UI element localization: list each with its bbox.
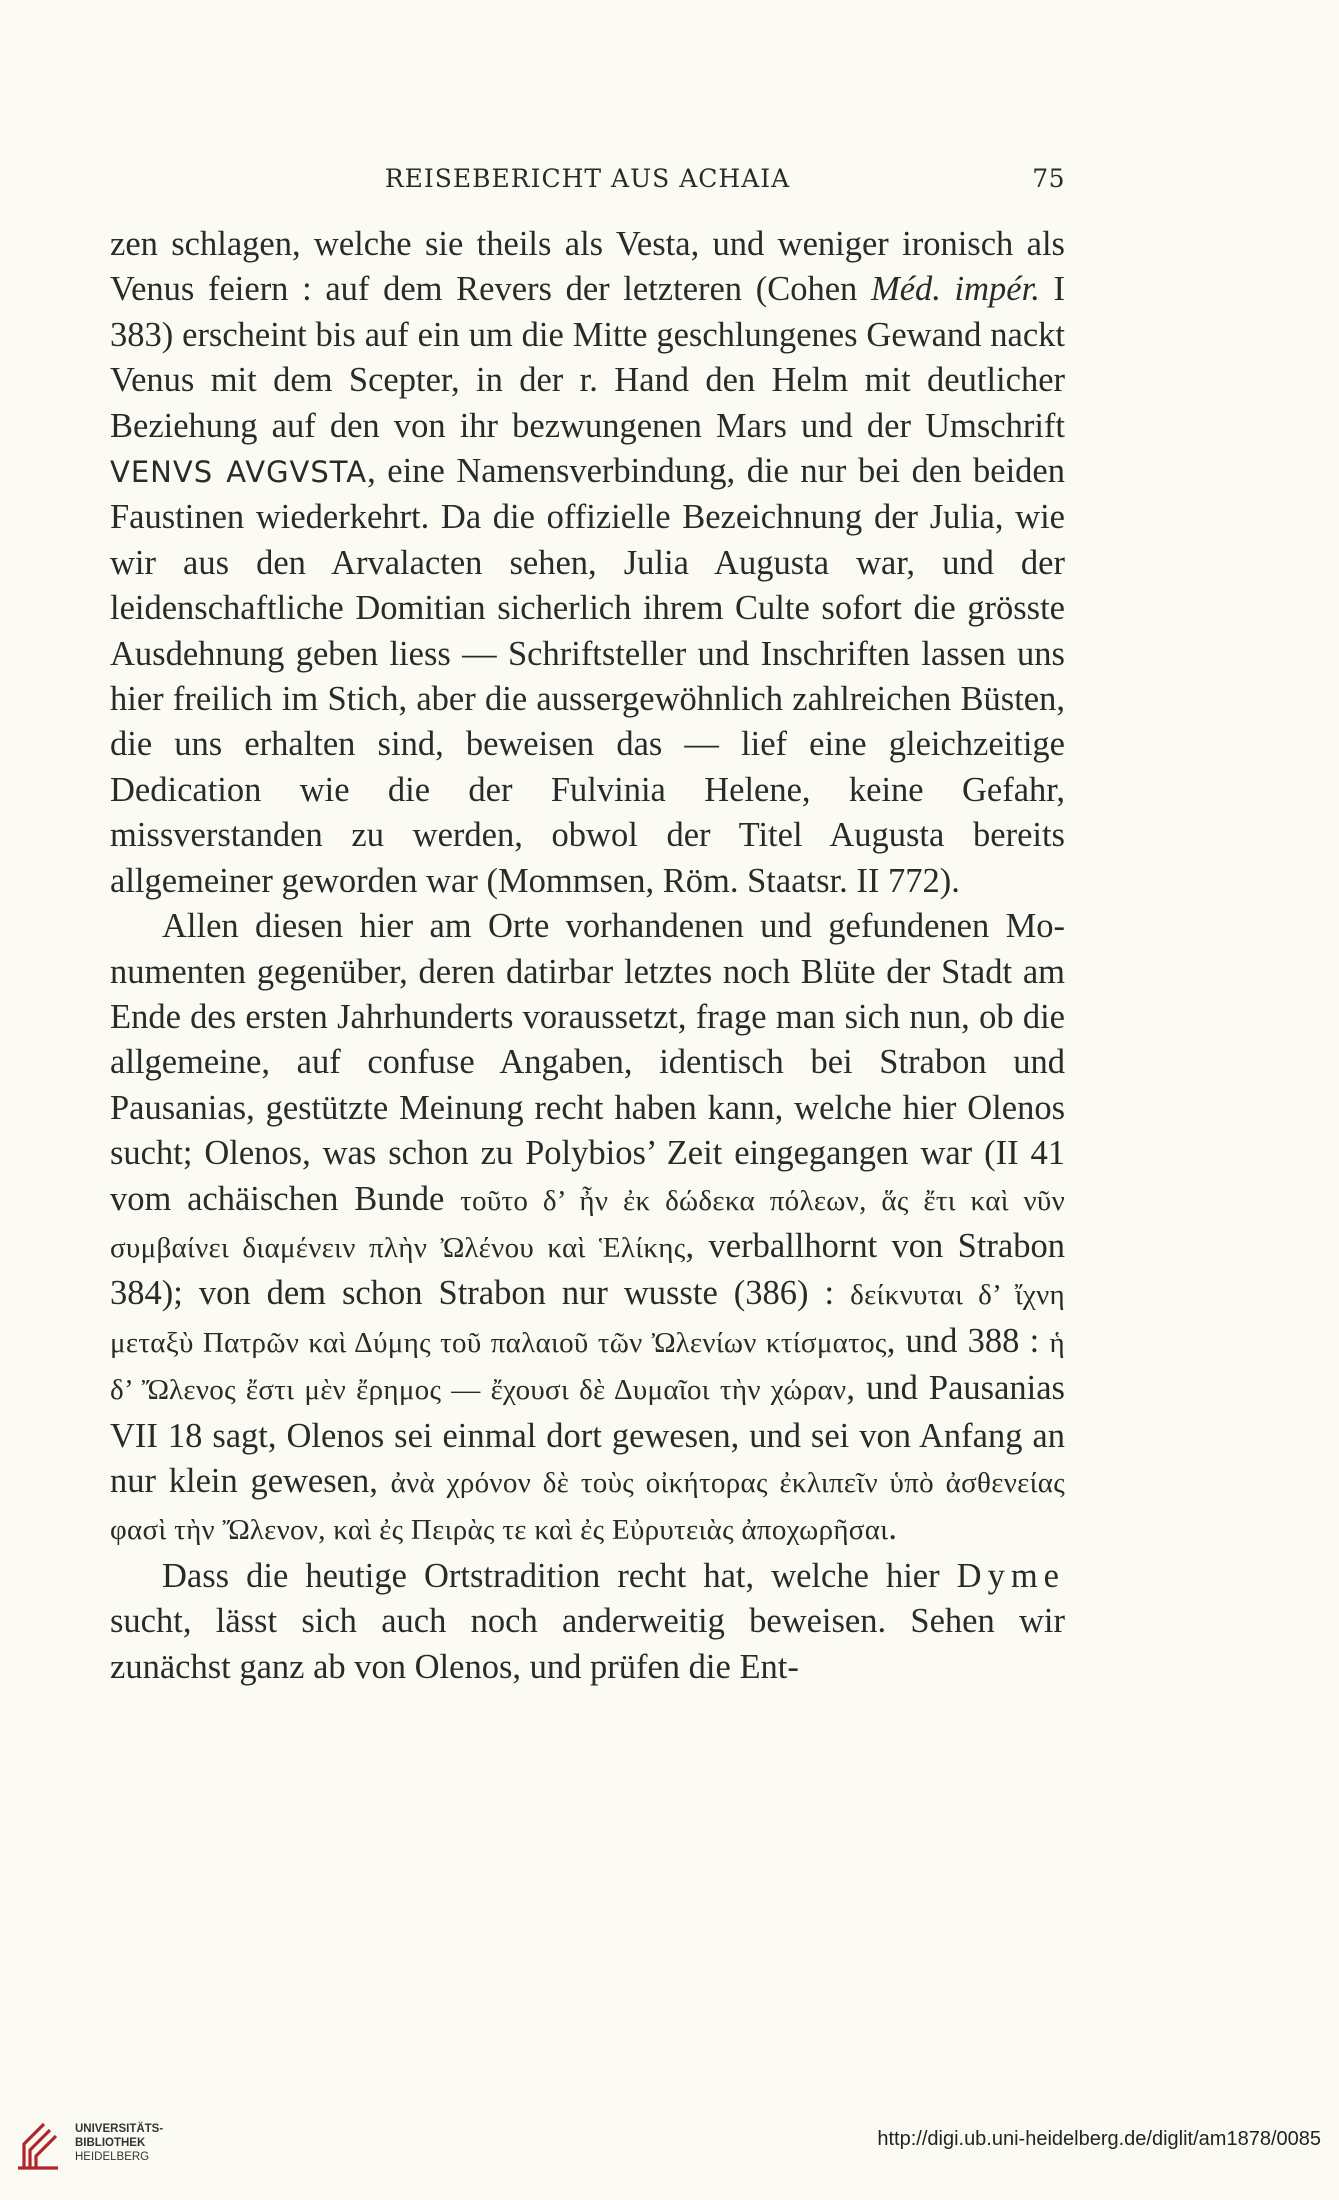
paragraph (110, 222, 1065, 904)
page-header (110, 164, 1065, 204)
library-name (75, 2122, 163, 2164)
text-segment: zen schlagen, welche sie theils als Vesta, und weniger ironisch als Venus feiern : auf dem Revers der letzteren (Cohen (110, 225, 1065, 309)
paragraph (110, 904, 1065, 1554)
text-segment: δείκνυται δ’ ἴχνη μεταξὺ Πατρῶν καὶ Δύμης τοῦ παλαιοῦ τῶν Ὠλενίων κτίσματος (110, 1279, 1065, 1359)
text-segment: , eine Namensverbindung, die nur bei den beiden Faustinen wiederkehrt. Da die offizielle Bezeichnung der Julia, wie wir aus den Arvalacten sehen, Julia Augusta war, und der leidenschaftliche Domitian sicherlich ihrem Culte sofort die grösste Ausdehnung geben liess — Schriftsteller und Inschriften lassen uns hier freilich im Stich, aber die aussergewöhnlich zahlreichen Büsten, die uns erhalten sind, beweisen das — lief eine gleichzeitige Dedication wie die der Fulvinia Helene, keine Gefahr, missverstanden zu werden, obwol der Titel Augusta bereits allgemeiner geworden war (Mommsen, Röm. Staatsr. II 772). (110, 452, 1065, 900)
text-segment: VENVS AVGVSTA (110, 455, 368, 490)
text-segment: τοῦτο δ’ ἦν ἐκ δώδεκα πόλεων, ἅς ἔτι καὶ νῦν συμβαίνει διαμένειν πλὴν Ὠλένου καὶ Ἑλίκης (110, 1184, 1065, 1264)
page-footer (0, 2112, 1339, 2172)
text-segment: Méd. impér. (870, 270, 1040, 309)
text-segment: Dass die heutige Ortstradition recht hat, welche hier (162, 1556, 957, 1595)
text-segment: Dyme (956, 1556, 1065, 1595)
text-segment: sucht, lässt sich auch noch anderweitig beweisen. Sehen wir zunächst ganz ab von Olenos, und prüfen die Ent- (110, 1602, 1065, 1686)
paragraph (110, 1554, 1065, 1690)
running-title: REISEBERICHT AUS ACHAIA (384, 164, 791, 193)
text-segment: ἡ δ’ Ὤλενος ἔστι μὲν ἔρημος — ἔχουσι δὲ Δυμαῖοι τὴν χώραν (110, 1326, 1065, 1407)
library-name-line1: UNIVERSITÄTS- (75, 2123, 164, 2135)
text-segment: , und Pausanias VII 18 sagt, Olenos sei einmal dort gewesen, und sei von Anfang an nur klein gewesen, (110, 1369, 1065, 1500)
source-url[interactable]: http://digi.ub.uni-heidelberg.de/diglit/am1878/0085 (877, 2128, 1321, 2150)
body-text (110, 222, 1065, 1690)
library-name-line3: HEIDELBERG (75, 2151, 150, 2163)
library-logo-icon (14, 2120, 60, 2172)
library-name-line2: BIBLIOTHEK (75, 2137, 146, 2149)
text-segment: . (888, 1509, 897, 1548)
text-segment: I 383) erscheint bis auf ein um die Mitte geschlungenes Gewand nackt Venus mit dem Scepter, in der r. Hand den Helm mit deutlicher Beziehung auf den von ihr bezwungenen Mars und der Umschrift (110, 270, 1065, 445)
text-segment: , verballhornt von Strabon 384); von dem schon Strabon nur wusste (386) : (110, 1226, 1065, 1313)
text-segment: ἀνὰ χρόνον δὲ τοὺς οἰκήτορας ἐκλιπεῖν ὑπὸ ἀσθενείας φασὶ τὴν Ὤλενον, καὶ ἐς Πειρὰς τε καὶ ἐς Εὐρυτειὰς ἀποχωρῆσαι (110, 1466, 1065, 1547)
page-number: 75 (1032, 164, 1065, 193)
text-segment: Allen diesen hier am Orte vorhandenen und gefundenen Monumenten gegenüber, deren datirbar letztes noch Blüte der Stadt am Ende des ersten Jahrhunderts voraussetzt, frage man sich nun, ob die allgemeine, auf confuse Angaben, identisch bei Strabon und Pausanias, gestützte Meinung recht haben kann, welche hier Olenos sucht; Olenos, was schon zu Polybios’ Zeit eingegangen war (II 41 vom achäischen Bunde (110, 907, 1065, 1218)
text-segment: , und 388 : (886, 1321, 1050, 1360)
